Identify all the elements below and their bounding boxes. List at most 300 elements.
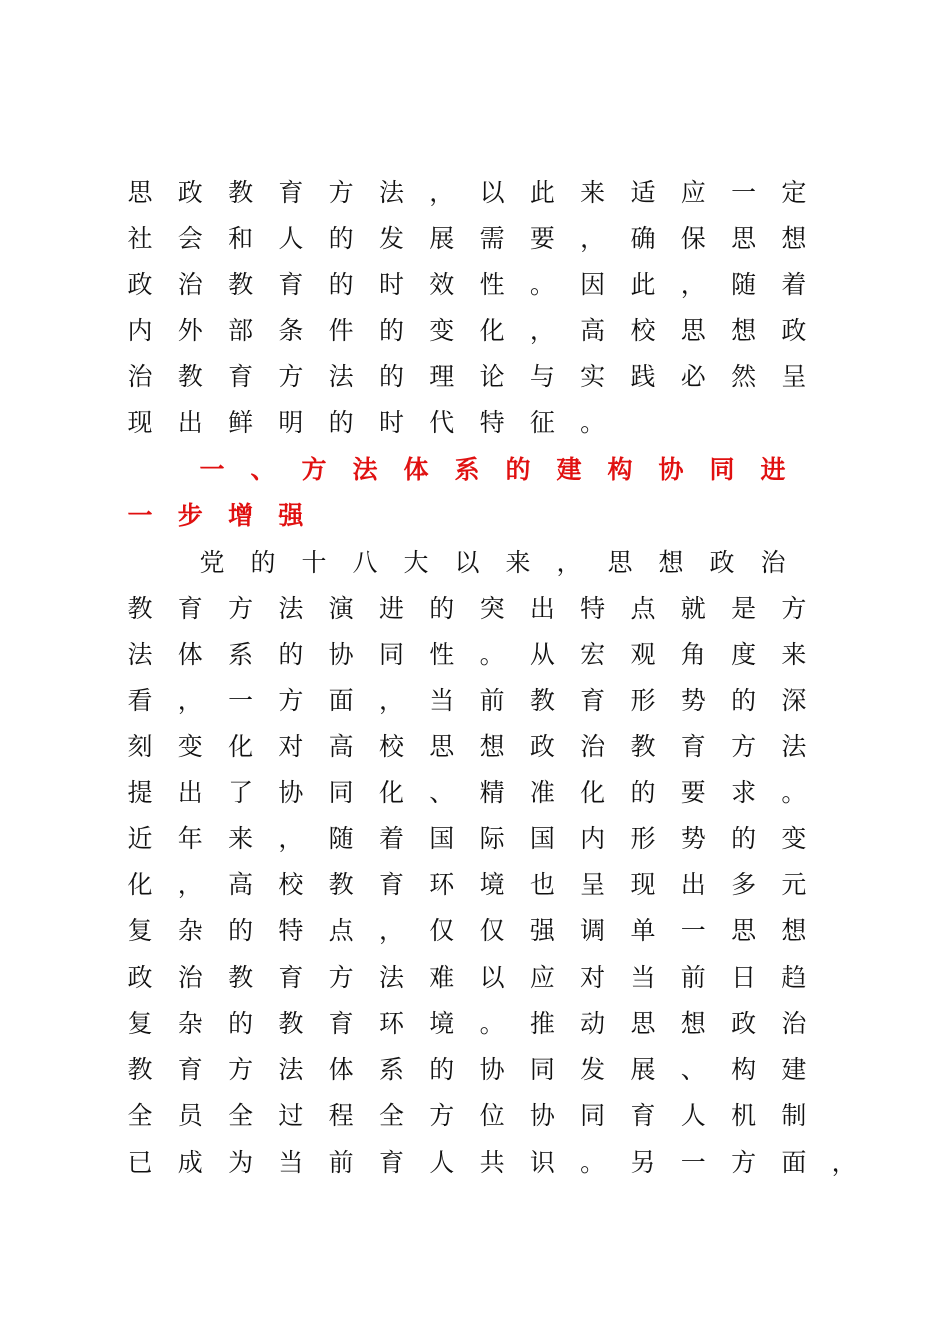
text-char: 观 bbox=[630, 640, 656, 669]
text-char: 元 bbox=[781, 870, 807, 899]
text-char: 一 bbox=[680, 1148, 706, 1177]
text-char: 然 bbox=[731, 362, 757, 391]
text-char: 教 bbox=[228, 963, 254, 992]
text-char: 强 bbox=[278, 501, 304, 530]
text-char: 效 bbox=[429, 270, 455, 299]
text-char: 想 bbox=[680, 1009, 706, 1038]
text-char: 性 bbox=[429, 640, 455, 669]
text-char: 和 bbox=[228, 224, 254, 253]
paragraph-2-line-12 bbox=[0, 1047, 950, 1093]
text-char: 面 bbox=[328, 686, 354, 715]
text-char: 从 bbox=[529, 640, 555, 669]
paragraph-2-line-7 bbox=[0, 816, 950, 862]
text-char: 动 bbox=[580, 1009, 606, 1038]
text-char: 看 bbox=[127, 686, 153, 715]
text-char: 育 bbox=[680, 732, 706, 761]
text-char: ， bbox=[177, 686, 203, 715]
text-char: 随 bbox=[328, 824, 354, 853]
text-char: 位 bbox=[479, 1101, 505, 1130]
text-char: 系 bbox=[378, 1055, 404, 1084]
paragraph-1-line-4 bbox=[0, 308, 950, 354]
text-char: 推 bbox=[529, 1009, 555, 1038]
text-char: 确 bbox=[630, 224, 656, 253]
text-char: 过 bbox=[278, 1101, 304, 1130]
text-char: 以 bbox=[454, 548, 480, 577]
text-char: 应 bbox=[680, 178, 706, 207]
text-char: 的 bbox=[328, 408, 354, 437]
text-char: 教 bbox=[529, 686, 555, 715]
text-char: 点 bbox=[630, 594, 656, 623]
text-char: ， bbox=[580, 224, 606, 253]
text-char: 出 bbox=[529, 594, 555, 623]
text-char: 的 bbox=[228, 916, 254, 945]
text-char: 鲜 bbox=[228, 408, 254, 437]
text-char: 已 bbox=[127, 1148, 153, 1177]
text-char: 内 bbox=[127, 316, 153, 345]
text-char: 方 bbox=[731, 1148, 757, 1177]
text-char: 全 bbox=[228, 1101, 254, 1130]
text-char: 社 bbox=[127, 224, 153, 253]
text-char: 方 bbox=[228, 594, 254, 623]
text-char: 适 bbox=[630, 178, 656, 207]
text-char: 构 bbox=[607, 455, 633, 484]
text-char: 系 bbox=[454, 455, 480, 484]
text-char: 方 bbox=[781, 594, 807, 623]
text-char: 全 bbox=[378, 1101, 404, 1130]
text-char: 的 bbox=[228, 1009, 254, 1038]
text-char: 仅 bbox=[479, 916, 505, 945]
text-char: 育 bbox=[328, 1009, 354, 1038]
text-char: 的 bbox=[505, 455, 531, 484]
text-char: 环 bbox=[378, 1009, 404, 1038]
text-char: 思 bbox=[127, 178, 153, 207]
text-char: 的 bbox=[630, 778, 656, 807]
text-char: 想 bbox=[479, 732, 505, 761]
paragraph-2-line-3 bbox=[0, 632, 950, 678]
text-char: 宏 bbox=[580, 640, 606, 669]
text-char: 育 bbox=[630, 1101, 656, 1130]
paragraph-1-line-1 bbox=[0, 170, 950, 216]
text-char: 。 bbox=[479, 1009, 505, 1038]
text-char: 治 bbox=[127, 362, 153, 391]
text-char: 。 bbox=[781, 778, 807, 807]
text-char: 对 bbox=[580, 963, 606, 992]
text-char: 呈 bbox=[580, 870, 606, 899]
text-char: 特 bbox=[580, 594, 606, 623]
text-char: 会 bbox=[177, 224, 203, 253]
text-char: 高 bbox=[580, 316, 606, 345]
paragraph-1-line-3 bbox=[0, 262, 950, 308]
text-char: 教 bbox=[177, 362, 203, 391]
text-char: 程 bbox=[328, 1101, 354, 1130]
text-char: 内 bbox=[580, 824, 606, 853]
text-char: 当 bbox=[278, 1148, 304, 1177]
text-char: 方 bbox=[278, 362, 304, 391]
text-char: 想 bbox=[658, 548, 684, 577]
text-char: 践 bbox=[630, 362, 656, 391]
text-char: 法 bbox=[352, 455, 378, 484]
text-char: 出 bbox=[680, 870, 706, 899]
paragraph-2-line-2 bbox=[0, 586, 950, 632]
text-char: 思 bbox=[680, 316, 706, 345]
text-char: 征 bbox=[529, 408, 555, 437]
text-char: 法 bbox=[278, 1055, 304, 1084]
text-char: 化 bbox=[378, 778, 404, 807]
text-char: 建 bbox=[781, 1055, 807, 1084]
text-char: 也 bbox=[529, 870, 555, 899]
text-char: 明 bbox=[278, 408, 304, 437]
text-char: 时 bbox=[378, 408, 404, 437]
text-char: 教 bbox=[127, 594, 153, 623]
text-char: 境 bbox=[429, 1009, 455, 1038]
text-char: 思 bbox=[429, 732, 455, 761]
text-char: 的 bbox=[250, 548, 276, 577]
text-char: 法 bbox=[278, 594, 304, 623]
section-heading-line-2 bbox=[0, 493, 950, 539]
text-char: 前 bbox=[328, 1148, 354, 1177]
text-char: 准 bbox=[529, 778, 555, 807]
text-char: 化 bbox=[228, 732, 254, 761]
paragraph-2-line-11 bbox=[0, 1001, 950, 1047]
text-char: 此 bbox=[630, 270, 656, 299]
text-char: 必 bbox=[680, 362, 706, 391]
text-char: 另 bbox=[630, 1148, 656, 1177]
text-char: 论 bbox=[479, 362, 505, 391]
text-char: 部 bbox=[228, 316, 254, 345]
text-char: 来 bbox=[228, 824, 254, 853]
paragraph-2-line-5 bbox=[0, 724, 950, 770]
text-char: 的 bbox=[429, 1055, 455, 1084]
text-char: 就 bbox=[680, 594, 706, 623]
text-char: 此 bbox=[529, 178, 555, 207]
text-char: 建 bbox=[556, 455, 582, 484]
text-char: 法 bbox=[127, 640, 153, 669]
text-char: 育 bbox=[278, 963, 304, 992]
text-char: 趋 bbox=[781, 963, 807, 992]
text-char: 调 bbox=[580, 916, 606, 945]
text-char: 对 bbox=[278, 732, 304, 761]
text-char: 育 bbox=[177, 594, 203, 623]
text-char: ， bbox=[831, 1148, 857, 1177]
text-char: 强 bbox=[529, 916, 555, 945]
text-char: 形 bbox=[630, 824, 656, 853]
text-char: 校 bbox=[630, 316, 656, 345]
text-char: 要 bbox=[529, 224, 555, 253]
text-char: 增 bbox=[228, 501, 254, 530]
text-char: 与 bbox=[529, 362, 555, 391]
text-char: 法 bbox=[781, 732, 807, 761]
text-char: 变 bbox=[177, 732, 203, 761]
text-char: 大 bbox=[403, 548, 429, 577]
text-char: ， bbox=[378, 916, 404, 945]
text-char: 来 bbox=[580, 178, 606, 207]
text-char: 同 bbox=[529, 1055, 555, 1084]
text-char: 教 bbox=[127, 1055, 153, 1084]
text-char: 法 bbox=[378, 963, 404, 992]
text-char: 教 bbox=[328, 870, 354, 899]
text-char: 的 bbox=[429, 594, 455, 623]
text-char: 需 bbox=[479, 224, 505, 253]
text-char: 刻 bbox=[127, 732, 153, 761]
text-char: 条 bbox=[278, 316, 304, 345]
text-char: 的 bbox=[328, 270, 354, 299]
text-char: 件 bbox=[328, 316, 354, 345]
text-char: 展 bbox=[630, 1055, 656, 1084]
text-char: 以 bbox=[479, 178, 505, 207]
text-char: 势 bbox=[680, 824, 706, 853]
text-char: 八 bbox=[352, 548, 378, 577]
text-char: 了 bbox=[228, 778, 254, 807]
paragraph-1-line-2 bbox=[0, 216, 950, 262]
text-char: 。 bbox=[479, 640, 505, 669]
text-char: 校 bbox=[378, 732, 404, 761]
text-char: 着 bbox=[781, 270, 807, 299]
text-char: 实 bbox=[580, 362, 606, 391]
text-char: 仅 bbox=[429, 916, 455, 945]
text-char: 年 bbox=[177, 824, 203, 853]
text-char: 发 bbox=[580, 1055, 606, 1084]
text-char: 近 bbox=[127, 824, 153, 853]
text-char: 着 bbox=[378, 824, 404, 853]
text-char: 出 bbox=[177, 778, 203, 807]
text-char: 协 bbox=[278, 778, 304, 807]
text-char: 同 bbox=[328, 778, 354, 807]
text-char: 提 bbox=[127, 778, 153, 807]
text-char: 思 bbox=[630, 1009, 656, 1038]
text-char: 。 bbox=[529, 270, 555, 299]
text-char: 的 bbox=[328, 224, 354, 253]
text-char: ， bbox=[378, 686, 404, 715]
paragraph-2-line-1 bbox=[0, 540, 950, 586]
text-char: ， bbox=[429, 178, 455, 207]
paragraph-2-line-4 bbox=[0, 678, 950, 724]
text-char: 思 bbox=[731, 224, 757, 253]
text-char: 的 bbox=[378, 362, 404, 391]
text-char: 同 bbox=[378, 640, 404, 669]
text-char: 一 bbox=[199, 455, 225, 484]
text-char: 发 bbox=[378, 224, 404, 253]
text-char: 前 bbox=[479, 686, 505, 715]
text-char: 治 bbox=[177, 963, 203, 992]
text-char: 深 bbox=[781, 686, 807, 715]
text-char: 同 bbox=[709, 455, 735, 484]
text-char: 保 bbox=[680, 224, 706, 253]
text-char: 突 bbox=[479, 594, 505, 623]
text-char: 政 bbox=[177, 178, 203, 207]
text-char: 同 bbox=[580, 1101, 606, 1130]
text-char: 想 bbox=[731, 316, 757, 345]
text-char: 境 bbox=[479, 870, 505, 899]
text-char: 人 bbox=[429, 1148, 455, 1177]
text-char: 面 bbox=[781, 1148, 807, 1177]
text-char: 的 bbox=[378, 316, 404, 345]
paragraph-1-line-6 bbox=[0, 400, 950, 446]
text-char: 日 bbox=[731, 963, 757, 992]
text-char: 变 bbox=[781, 824, 807, 853]
text-char: 人 bbox=[278, 224, 304, 253]
text-char: 高 bbox=[328, 732, 354, 761]
text-char: 想 bbox=[781, 916, 807, 945]
text-char: 育 bbox=[278, 270, 304, 299]
text-char: 方 bbox=[328, 963, 354, 992]
text-char: 随 bbox=[731, 270, 757, 299]
text-char: 方 bbox=[429, 1101, 455, 1130]
text-char: 协 bbox=[479, 1055, 505, 1084]
paragraph-2-line-10 bbox=[0, 955, 950, 1001]
text-char: 一 bbox=[680, 916, 706, 945]
text-char: 共 bbox=[479, 1148, 505, 1177]
text-char: 校 bbox=[278, 870, 304, 899]
paragraph-2-line-13 bbox=[0, 1093, 950, 1139]
text-char: 理 bbox=[429, 362, 455, 391]
text-char: 外 bbox=[177, 316, 203, 345]
text-char: 体 bbox=[328, 1055, 354, 1084]
text-char: 育 bbox=[378, 1148, 404, 1177]
text-char: 单 bbox=[630, 916, 656, 945]
text-char: 党 bbox=[199, 548, 225, 577]
text-char: ， bbox=[529, 316, 555, 345]
text-char: 杂 bbox=[177, 1009, 203, 1038]
text-char: 时 bbox=[378, 270, 404, 299]
text-char: 出 bbox=[177, 408, 203, 437]
text-char: 政 bbox=[731, 1009, 757, 1038]
text-char: 演 bbox=[328, 594, 354, 623]
text-char: 政 bbox=[529, 732, 555, 761]
text-char: 制 bbox=[781, 1101, 807, 1130]
text-char: 国 bbox=[429, 824, 455, 853]
text-char: 形 bbox=[630, 686, 656, 715]
text-char: 点 bbox=[328, 916, 354, 945]
text-char: 员 bbox=[177, 1101, 203, 1130]
text-char: 、 bbox=[250, 455, 276, 484]
text-char: 方 bbox=[301, 455, 327, 484]
text-char: 的 bbox=[731, 824, 757, 853]
text-char: 性 bbox=[479, 270, 505, 299]
text-char: 系 bbox=[228, 640, 254, 669]
text-char: 识 bbox=[529, 1148, 555, 1177]
text-char: 当 bbox=[429, 686, 455, 715]
text-char: 化 bbox=[127, 870, 153, 899]
text-char: 复 bbox=[127, 916, 153, 945]
paragraph-1-line-5 bbox=[0, 354, 950, 400]
text-char: 为 bbox=[228, 1148, 254, 1177]
text-char: 法 bbox=[328, 362, 354, 391]
text-char: 难 bbox=[429, 963, 455, 992]
text-char: 机 bbox=[731, 1101, 757, 1130]
text-char: 十 bbox=[301, 548, 327, 577]
text-char: 人 bbox=[680, 1101, 706, 1130]
text-char: 国 bbox=[529, 824, 555, 853]
text-char: 的 bbox=[731, 686, 757, 715]
text-char: 育 bbox=[378, 870, 404, 899]
text-char: 际 bbox=[479, 824, 505, 853]
text-char: 教 bbox=[228, 178, 254, 207]
text-char: 体 bbox=[177, 640, 203, 669]
text-char: 治 bbox=[760, 548, 786, 577]
text-char: 教 bbox=[278, 1009, 304, 1038]
text-char: 前 bbox=[680, 963, 706, 992]
text-char: 化 bbox=[479, 316, 505, 345]
text-char: 因 bbox=[580, 270, 606, 299]
text-char: 政 bbox=[127, 270, 153, 299]
text-char: 。 bbox=[580, 1148, 606, 1177]
text-char: 特 bbox=[479, 408, 505, 437]
text-char: 政 bbox=[781, 316, 807, 345]
text-char: 来 bbox=[781, 640, 807, 669]
text-char: 一 bbox=[228, 686, 254, 715]
text-char: 定 bbox=[781, 178, 807, 207]
text-char: 协 bbox=[529, 1101, 555, 1130]
text-char: 方 bbox=[328, 178, 354, 207]
text-char: 治 bbox=[580, 732, 606, 761]
text-char: 要 bbox=[680, 778, 706, 807]
text-char: 育 bbox=[580, 686, 606, 715]
text-char: ， bbox=[556, 548, 582, 577]
text-char: 是 bbox=[731, 594, 757, 623]
text-char: 展 bbox=[429, 224, 455, 253]
paragraph-2-line-9 bbox=[0, 908, 950, 954]
text-char: 进 bbox=[760, 455, 786, 484]
text-char: 法 bbox=[378, 178, 404, 207]
text-char: 教 bbox=[630, 732, 656, 761]
paragraph-2-line-14 bbox=[0, 1140, 950, 1186]
text-char: 一 bbox=[127, 501, 153, 530]
text-char: 特 bbox=[278, 916, 304, 945]
text-char: 变 bbox=[429, 316, 455, 345]
text-char: 复 bbox=[127, 1009, 153, 1038]
text-char: 角 bbox=[680, 640, 706, 669]
text-char: 协 bbox=[658, 455, 684, 484]
text-char: ， bbox=[278, 824, 304, 853]
text-char: 治 bbox=[177, 270, 203, 299]
text-char: 度 bbox=[731, 640, 757, 669]
text-char: 步 bbox=[177, 501, 203, 530]
text-char: 全 bbox=[127, 1101, 153, 1130]
text-char: 精 bbox=[479, 778, 505, 807]
text-char: 、 bbox=[680, 1055, 706, 1084]
text-char: 应 bbox=[529, 963, 555, 992]
text-char: 、 bbox=[429, 778, 455, 807]
section-heading-line-1 bbox=[0, 447, 950, 493]
text-char: 现 bbox=[630, 870, 656, 899]
paragraph-2-line-8 bbox=[0, 862, 950, 908]
text-char: 成 bbox=[177, 1148, 203, 1177]
text-char: 治 bbox=[781, 1009, 807, 1038]
text-char: 。 bbox=[580, 408, 606, 437]
text-char: 构 bbox=[731, 1055, 757, 1084]
text-char: 方 bbox=[731, 732, 757, 761]
text-char: 育 bbox=[228, 362, 254, 391]
paragraph-2-line-6 bbox=[0, 770, 950, 816]
text-char: ， bbox=[177, 870, 203, 899]
text-char: 思 bbox=[607, 548, 633, 577]
text-char: 杂 bbox=[177, 916, 203, 945]
text-char: 势 bbox=[680, 686, 706, 715]
text-char: 高 bbox=[228, 870, 254, 899]
text-char: 一 bbox=[731, 178, 757, 207]
text-char: 以 bbox=[479, 963, 505, 992]
text-char: ， bbox=[680, 270, 706, 299]
text-char: 想 bbox=[781, 224, 807, 253]
text-char: 育 bbox=[278, 178, 304, 207]
text-char: 的 bbox=[278, 640, 304, 669]
text-char: 当 bbox=[630, 963, 656, 992]
text-char: 代 bbox=[429, 408, 455, 437]
text-char: 进 bbox=[378, 594, 404, 623]
text-char: 思 bbox=[731, 916, 757, 945]
text-char: 化 bbox=[580, 778, 606, 807]
text-char: 求 bbox=[731, 778, 757, 807]
